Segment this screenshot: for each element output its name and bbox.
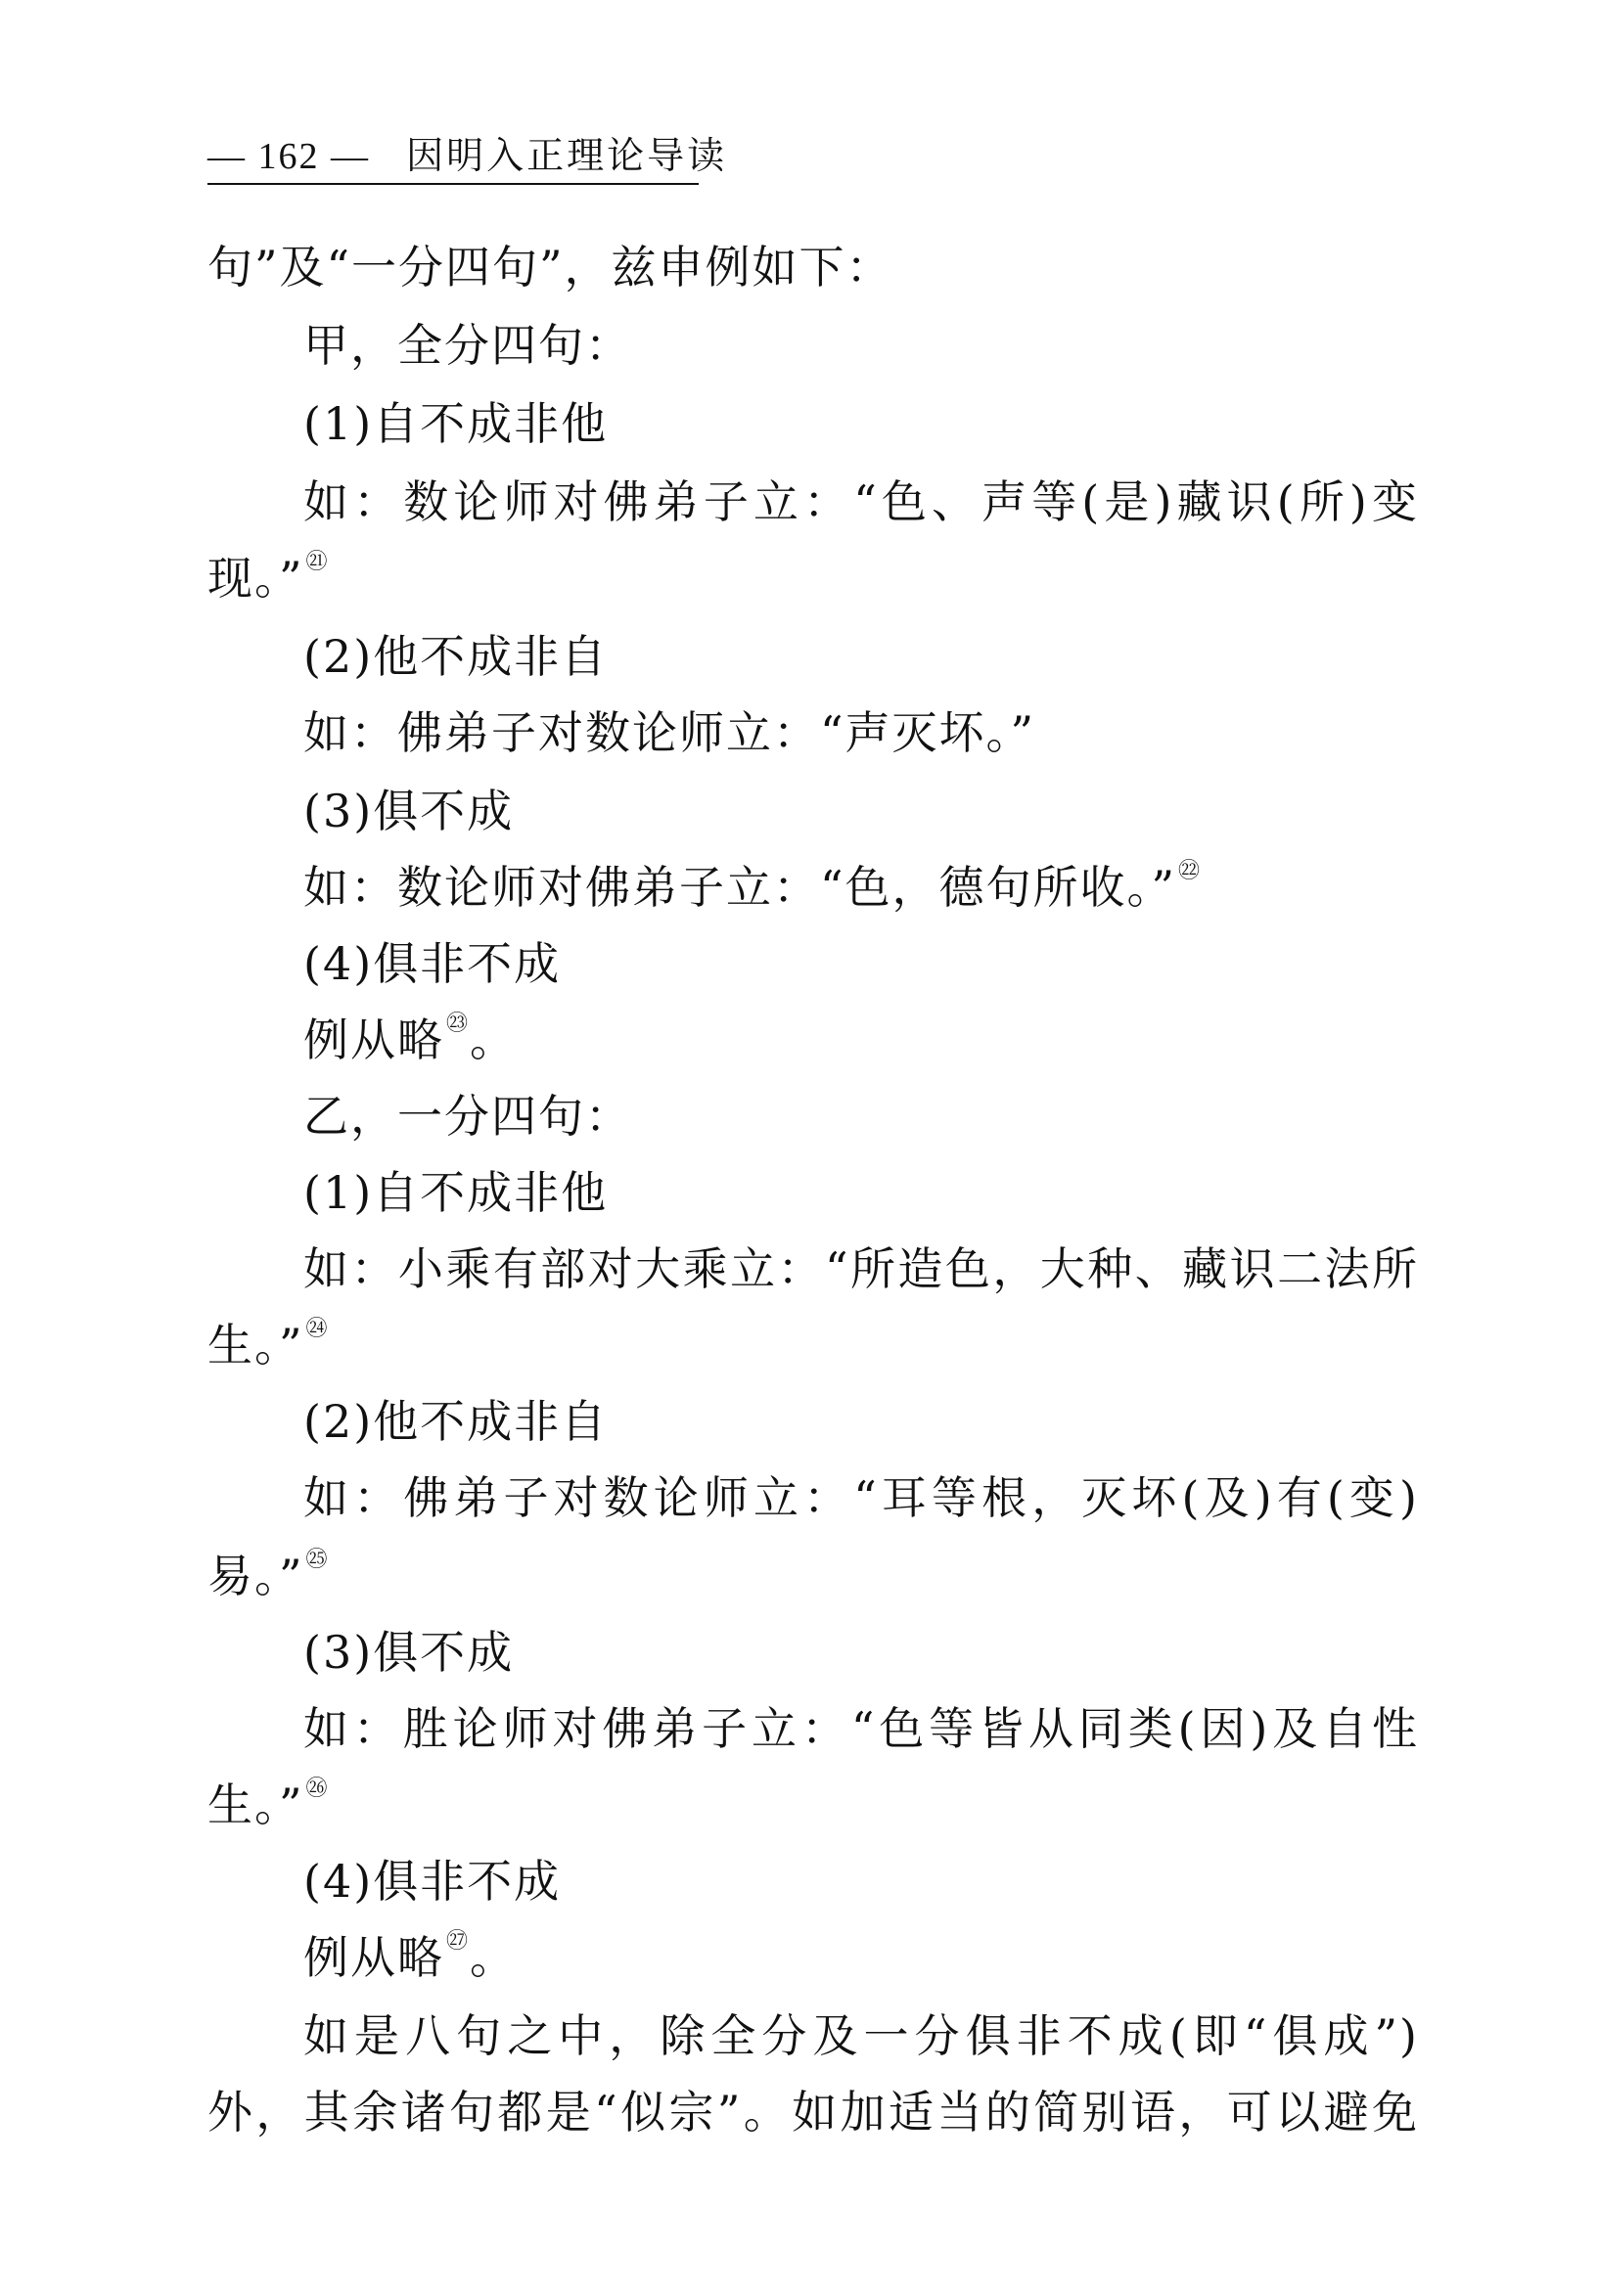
case-heading: (4)俱非不成 (303, 937, 562, 990)
example-text: 易。” (207, 1550, 304, 1602)
example-text: 如：数论师对佛弟子立：“色，德句所收。” (303, 861, 1177, 914)
book-title: 因明入正理论导读 (406, 134, 728, 177)
case-heading: (3)俱不成 (303, 1626, 515, 1679)
example-line: 如：数论师对佛弟子立：“色、声等(是)藏识(所)变 (303, 475, 1419, 528)
example-line (303, 1929, 518, 1984)
footnote-marker: ㉖ (305, 1777, 330, 1801)
example-text: 现。” (207, 552, 304, 605)
paragraph-line: 如是八句之中，除全分及一分俱非不成(即“俱成”) (303, 2009, 1419, 2062)
footnote-marker: ㉒ (1178, 859, 1203, 883)
example-line: 如：胜论师对佛弟子立：“色等皆从同类(因)及自性 (303, 1702, 1419, 1755)
footnote-marker: ㉓ (446, 1012, 471, 1036)
case-heading: (1)自不成非他 (303, 1166, 609, 1219)
example-text: 例从略 (303, 1013, 444, 1066)
case-heading: (4)俱非不成 (303, 1855, 562, 1908)
example-text: 生。” (207, 1778, 304, 1831)
footnote-marker: ㉗ (446, 1929, 471, 1954)
footnote-marker: ㉕ (305, 1548, 330, 1572)
example-text: 。 (470, 1931, 518, 1984)
example-line (303, 1012, 518, 1066)
example-line: 如：小乘有部对大乘立：“所造色，大种、藏识二法所 (303, 1242, 1419, 1295)
example-text: 例从略 (303, 1931, 444, 1984)
case-heading: (3)俱不成 (303, 785, 515, 837)
footnote-marker: ㉑ (305, 550, 330, 574)
example-line: 如：佛弟子对数论师立：“声灭坏。” (303, 706, 1036, 759)
page-number: — 162 — (207, 136, 370, 177)
case-heading: (2)他不成非自 (303, 630, 609, 683)
example-line (207, 1777, 330, 1831)
example-line (207, 1548, 330, 1602)
example-line (207, 1317, 330, 1372)
case-heading: (1)自不成非他 (303, 397, 609, 450)
example-line (207, 550, 330, 605)
header-rule (207, 183, 699, 185)
running-head (207, 125, 727, 179)
paragraph-line: 外，其余诸句都是“似宗”。如加适当的简别语，可以避免 (207, 2086, 1419, 2138)
text-line: 句”及“一分四句”，兹申例如下： (207, 241, 893, 293)
example-line: 如：佛弟子对数论师立：“耳等根，灭坏(及)有(变) (303, 1471, 1419, 1524)
example-text: 生。” (207, 1319, 304, 1372)
section-heading: 甲，全分四句： (303, 319, 632, 372)
example-line (303, 859, 1203, 914)
case-heading: (2)他不成非自 (303, 1395, 609, 1448)
section-heading: 乙，一分四句： (303, 1090, 632, 1143)
footnote-marker: ㉔ (305, 1317, 330, 1341)
example-text: 。 (470, 1013, 518, 1066)
